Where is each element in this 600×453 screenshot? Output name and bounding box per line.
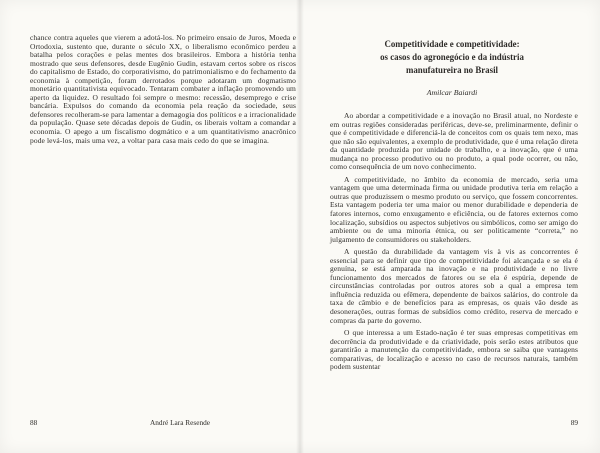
right-page-body xyxy=(330,112,578,376)
chapter-title-line-1: Competitividade e competitividade: xyxy=(384,39,520,49)
running-footer-author: André Lara Resende xyxy=(150,418,210,427)
chapter-paragraph: Ao abordar a competitividade e a inovação no Brasil atual, no Nordeste e em outras regiões consideradas periféricas, deve-se, preliminarmente, definir o que é competitividade e diferenciá-la de conceitos com os quais tem nexo, mas que não são equivalentes, a exemplo de produtividade, que é uma relação direta da quantidade produzida por unidade de trabalho, e a inovação, que é uma mudança no processo produtivo ou no produto, a qual pode ocorrer, ou não, como consequência de um novo conhecimento. xyxy=(330,111,578,172)
chapter-author: Amilcar Baiardi xyxy=(426,88,478,97)
chapter-paragraph: O que interessa a um Estado-nação é ter suas empresas competitivas em decorrência da produtividade e da criatividade, pois serão estes atributos que garantirão a manutenção da competitividade, embora se saiba que vantagens comparativas, de localização e acesso no caso de recursos naturais, também podem sustentar xyxy=(330,328,578,372)
right-page-number: 89 xyxy=(570,418,578,427)
chapter-title xyxy=(326,38,578,77)
page-right xyxy=(300,0,600,453)
chapter-title-line-2: os casos do agronegócio e da indústria xyxy=(380,51,524,62)
chapter-title-line-3: manufatureira no Brasil xyxy=(405,64,499,75)
chapter-paragraph: A competitividade, no âmbito da economia de mercado, seria uma vantagem que uma determinada firma ou unidade produtiva teria em relação a outras que produzissem o mesmo produto ou serviço, que fossem concorrentes. Esta vantagem poderia ter uma maior ou menor durabilidade e dependeria de fatores internos, como enxugamento e eficiência, ou de fatores externos como localização, subsídios ou aspectos subjetivos ou simbólicos, como ser amigo do ambiente ou de uma minoria étnica, ou ser politicamente “correta,” no julgamento de consumidores ou stakeholders. xyxy=(330,174,578,244)
chapter-paragraph: A questão da durabilidade da vantagem vis à vis as concorrentes é essencial para se definir que tipo de competitividade foi alcançada e se ela é genuína, se está amparada na inovação e na produtividade e no livre funcionamento dos mercados de fatores ou se ela é espúria, depende de circunstâncias controladas por outros atores sob a qual a empresa tem influência reduzida ou efêmera, dependente de baixos salários, do controle da taxa de câmbio e de benefícios para as empresas, os quais vão desde as desonerações, outras formas de subsídios como crédito, reserva de mercado e compras da parte do governo. xyxy=(330,247,578,325)
left-page-number: 88 xyxy=(30,418,38,427)
left-page-body-text: chance contra aqueles que vierem a adotá-los. No primeiro ensaio de Juros, Moeda e Ortodoxia, sustento que, durante o século XX, o liberalismo econômico perdeu a batalha pelos corações e pelas mentes dos brasileiros. Embora a história tenha mostrado que seus defensores, desde Eugênio Gudin, estavam certos sobre os riscos do capitalismo de Estado, do corporativismo, do patrimonialismo e do fechamento da economia à competição, foram derrotados porque adotaram um dogmatismo monetário quantitativista equivocado. Tentaram combater a inflação promovendo um aperto da liquidez. O resultado foi sempre o mesmo: recessão, desemprego e crise bancária. Expulsos do comando da economia pela reação da sociedade, seus defensores recolheram-se para lamentar a demagogia dos políticos e a irracionalidade da população. Quase sete décadas depois de Gudin, os liberais voltam a comandar a economia. O apego a um fiscalismo dogmático e a um quantitativismo anacrônico pode levá-los, mais uma vez, a voltar para casa mais cedo do que se imagina. xyxy=(30,33,296,145)
